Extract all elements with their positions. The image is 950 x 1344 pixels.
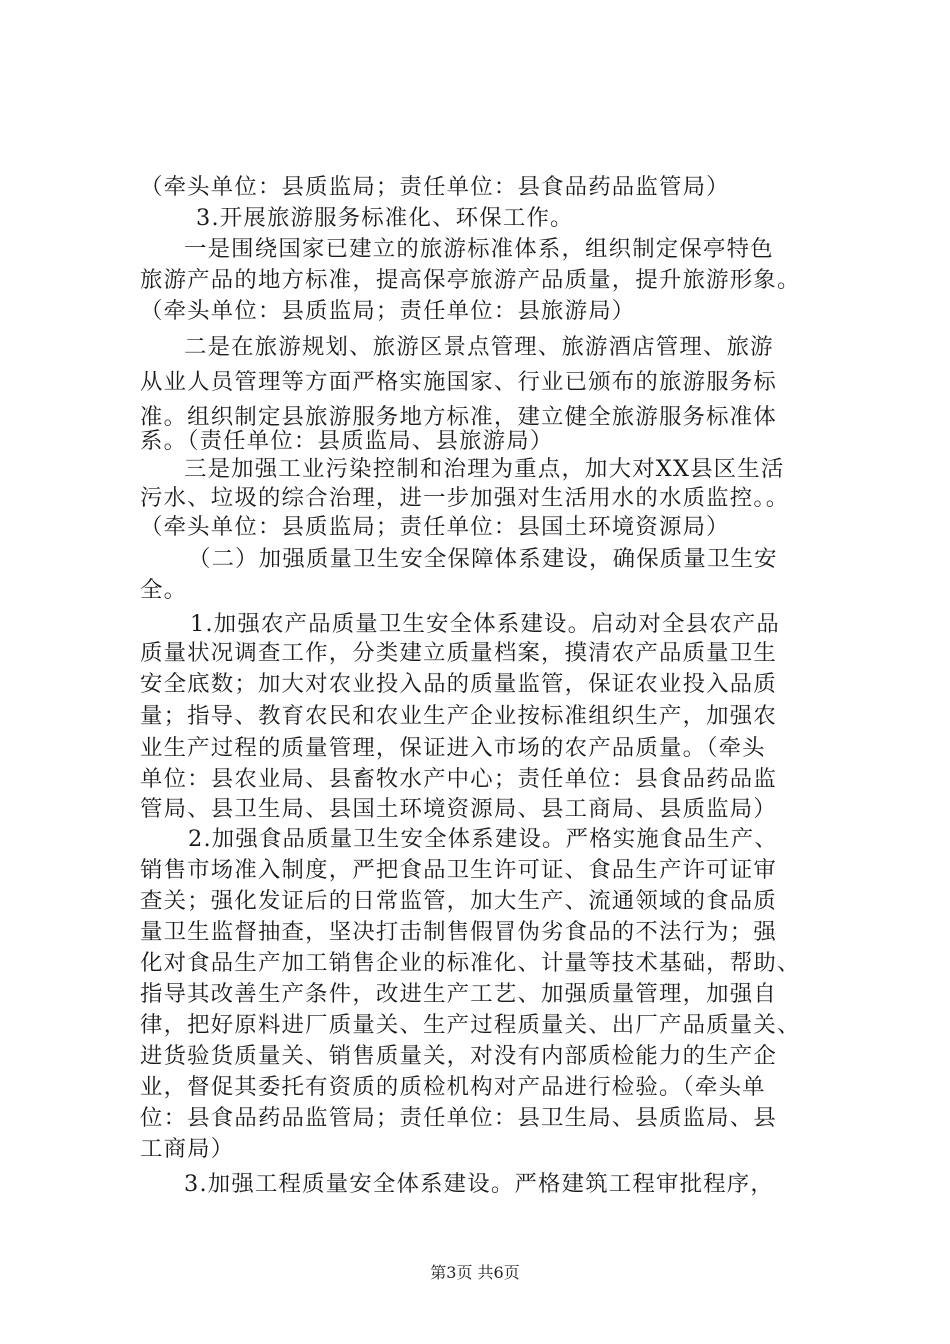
text-line: 2.加强食品质量卫生安全体系建设。严格实施食品生产、 [188, 826, 778, 852]
text-line: 二是在旅游规划、旅游区景点管理、旅游酒店管理、旅游 [184, 334, 774, 360]
text-line: 3.开展旅游服务标准化、环保工作。 [196, 205, 574, 231]
text-line: 位：县食品药品监管局；责任单位：县卫生局、县质监局、县 [140, 1105, 777, 1131]
text-line: 质量状况调查工作，分类建立质量档案，摸清农产品质量卫生 [140, 640, 777, 666]
text-line: 安全底数；加大对农业投入品的质量监管，保证农业投入品质 [140, 671, 777, 697]
text-line: （牵头单位：县质监局；责任单位：县国土环境资源局） [140, 514, 730, 540]
text-line: 系。（责任单位：县质监局、县旅游局） [140, 428, 554, 454]
text-line: （牵头单位：县质监局；责任单位：县食品药品监管局） [140, 174, 730, 200]
text-line: 化对食品生产加工销售企业的标准化、计量等技术基础，帮助、 [140, 950, 801, 976]
page-number-label: 第3页 共6页 [430, 1263, 520, 1282]
text-line: 单位：县农业局、县畜牧水产中心；责任单位：县食品药品监 [140, 766, 777, 792]
text-line: 查关；强化发证后的日常监管，加大生产、流通领域的食品质 [140, 888, 777, 914]
text-line: 准。组织制定县旅游服务地方标准，建立健全旅游服务标准体 [140, 404, 777, 430]
text-line: （二）加强质量卫生安全保障体系建设，确保质量卫生安 [188, 546, 778, 572]
text-line: 量卫生监督抽查，坚决打击制售假冒伪劣食品的不法行为；强 [140, 919, 777, 945]
text-line: 1.加强农产品质量卫生安全体系建设。启动对全县农产品 [190, 611, 780, 637]
text-line: 业生产过程的质量管理，保证进入市场的农产品质量。（牵头 [140, 735, 766, 761]
text-line: 管局、县卫生局、县国土环境资源局、县工商局、县质监局） [140, 796, 777, 822]
page-footer [0, 1263, 950, 1283]
text-line: 全。 [140, 577, 188, 603]
text-line: 律，把好原料进厂质量关、生产过程质量关、出厂产品质量关、 [140, 1012, 801, 1038]
text-line: 指导其改善生产条件，改进生产工艺、加强质量管理，加强自 [140, 981, 777, 1007]
text-line: 一是围绕国家已建立的旅游标准体系，组织制定保亭特色 [184, 236, 774, 262]
text-line: 量；指导、教育农民和农业生产企业按标准组织生产，加强农 [140, 703, 777, 729]
text-line: 旅游产品的地方标准，提高保亭旅游产品质量，提升旅游形象。 [140, 267, 801, 293]
text-line: 进货验货质量关、销售质量关，对没有内部质检能力的生产企 [140, 1043, 777, 1069]
text-line: 3.加强工程质量安全体系建设。严格建筑工程审批程序， [184, 1171, 774, 1197]
text-line: 工商局） [140, 1136, 235, 1162]
text-line: 从业人员管理等方面严格实施国家、行业已颁布的旅游服务标 [140, 369, 777, 395]
text-line: （牵头单位：县质监局；责任单位：县旅游局） [140, 298, 636, 324]
text-line: 销售市场准入制度，严把食品卫生许可证、食品生产许可证审 [140, 857, 777, 883]
text-line: 三是加强工业污染控制和治理为重点，加大对XX县区生活 [184, 456, 785, 482]
text-line: 污水、垃圾的综合治理，进一步加强对生活用水的水质监控。。 [140, 485, 790, 511]
text-line: 业，督促其委托有资质的质检机构对产品进行检验。（牵头单 [140, 1074, 766, 1100]
